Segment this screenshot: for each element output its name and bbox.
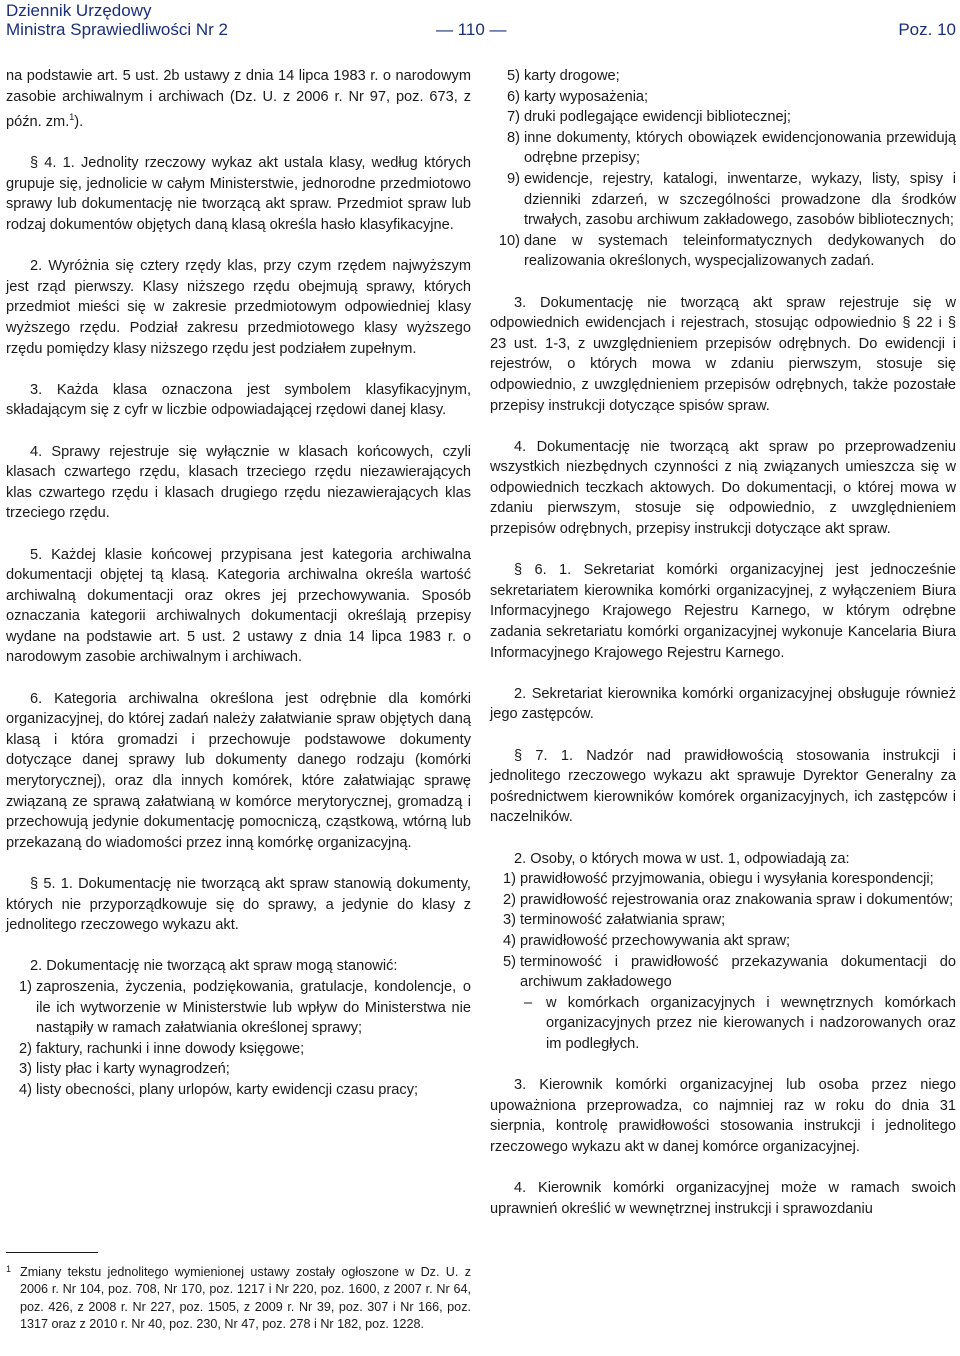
list-item: 8) inne dokumenty, których obowiązek ewidencjonowania przewidują odrębne przepisy; <box>507 129 956 167</box>
paragraph-4-2: 2. Wyróżnia się cztery rzędy klas, przy czym rzędem najwyższym jest rząd pierwszy. Klasy niższego rzędu obejmują sprawy, których przedmiot mieści się w zakresie przedmiotowym odpowiedniej klasy wyższego rzędu. Podział zakresu przedmiotowego klasy wyższego rzędu pomiędzy klasy niższego rzędu jest podziałem zupełnym. <box>6 258 471 357</box>
list-item: 10) dane w systemach teleinformatycznych dedykowanych do realizowania określonych, wyspecjalizowanych zadań. <box>498 232 956 270</box>
paragraph-7-3: 3. Kierownik komórki organizacyjnej lub osoba przez niego upoważniona przeprowadza, co najmniej raz w roku do dnia 31 sierpnia, kontrolę prawidłowości stosowania instrukcji i jednolitego rzeczowego wykazu akt w danej komórce organizacyjnej. <box>490 1077 956 1155</box>
list-item: 1) prawidłowość przyjmowania, obiegu i wysyłania korespondencji; <box>503 871 934 888</box>
paragraph-7-1: § 7. 1. Nadzór nad prawidłowością stosowania instrukcji i jednolitego rzeczowego wykazu akt sprawuje Dyrektor Generalny za pośrednictwem kierowników komórek organizacyjnych, ich zastępców i naczelników. <box>490 747 956 826</box>
document-type-list-continued <box>490 66 956 272</box>
list-item: 5) terminowość i prawidłowość przekazywania dokumentacji do archiwum zakładowego <box>503 953 956 991</box>
list-item: 4) listy obecności, plany urlopów, karty ewidencji czasu pracy; <box>19 1081 419 1098</box>
paragraph-4-6: 6. Kategoria archiwalna określona jest odrębnie dla komórki organizacyjnej, do której zadań należy załatwianie spraw objętych daną klasą i która gromadzi i przechowuje podstawowe dokumenty dotyczące danej sprawy lub dokumenty danego rodzaju (komórki merytorycznej), oraz dla innych komórek, które załatwiając sprawę związaną ze sprawą załatwianą w komórce merytorycznej, gromadzą i przechowują jedynie dokumentację pomocniczą, cząstkową, wtórną lub przekazaną do wiadomości przez inną komórkę organizacyjną. <box>6 690 471 851</box>
paragraph-5-4: 4. Dokumentację nie tworzącą akt spraw po przeprowadzeniu wszystkich niezbędnych czynności z nią związanych umieszcza się w odpowiednich teczkach aktowych. Do dokumentacji, o której mowa w zdaniu pierwszym, stosuje się odpowiednio, z uwzględnieniem przepisów odrębnych, przepisy instrukcji dotyczące akt spraw. <box>490 438 956 538</box>
footnote <box>6 1264 471 1334</box>
paragraph-5-3: 3. Dokumentację nie tworzącą akt spraw rejestruje się w odpowiednich ewidencjach i rejestrach, stosując odpowiednio § 22 i § 23 ust. 1-3, z uwzględnieniem przepisów odrębnych. Do ewidencji i rejestrów, o których mowa w zdaniu pierwszym, stosuje się odpowiednio, z uwzględnieniem przepisów odrębnych, także pozostałe przepisy instrukcji dotyczące spisów spraw. <box>490 294 956 414</box>
list-item: 4) prawidłowość przechowywania akt spraw; <box>503 932 791 949</box>
left-column <box>6 66 471 1121</box>
list-item: 3) terminowość załatwiania spraw; <box>503 912 726 929</box>
footnote-divider <box>6 1252 98 1253</box>
list-item: 3) listy płac i karty wynagrodzeń; <box>19 1061 230 1078</box>
paragraph-7-2: 2. Osoby, o których mowa w ust. 1, odpowiadają za: <box>514 850 850 867</box>
footnote-ref: 1 <box>69 112 75 123</box>
footnote-mark: 1 <box>6 1264 12 1274</box>
paragraph-6-2: 2. Sekretariat kierownika komórki organizacyjnej obsługuje również jego zastępców. <box>490 685 956 723</box>
document-type-list <box>6 977 471 1101</box>
position-number: Poz. 10 <box>898 20 956 39</box>
list-item: 7) druki podlegające ewidencji bibliotecznej; <box>507 109 791 126</box>
list-item: 1) zaproszenia, życzenia, podziękowania, gratulacje, kondolencje, o ile ich wytworzenie w Ministerstwie lub wpływ do Ministerstwa nie nastąpiły w ramach załatwiania określonej sprawy; <box>19 978 471 1037</box>
paragraph-4-4: 4. Sprawy rejestruje się wyłącznie w klasach końcowych, czyli klasach czwartego rzędu, klasach trzeciego rzędu niezawierających klas czwartego rzędu i klasach drugiego rzędu niezawierających klas trzeciego rzędu. <box>6 443 471 522</box>
list-item: 5) karty drogowe; <box>507 68 620 84</box>
page-header <box>6 0 956 44</box>
ministry-issue: Ministra Sprawiedliwości Nr 2 <box>6 20 229 39</box>
paragraph-6-1: § 6. 1. Sekretariat komórki organizacyjnej jest jednocześnie sekretariatem kierownika komórki organizacyjnej, z wyłączeniem Biura Informacyjnego Krajowego Rejestru Karnego, w którym odrębne zadania sekretariatu komórki organizacyjnej wykonuje Kancelaria Biura Informacyjnego Krajowego Rejestru Karnego. <box>490 562 956 661</box>
list-item: 9) ewidencje, rejestry, katalogi, inwentarze, wykazy, listy, spisy i dzienniki zdarzeń, w szczególności prowadzone dla środków trwałych, zasobu archiwum zakładowego, zasobów bibliotecznych; <box>507 170 956 229</box>
paragraph-4-3: 3. Każda klasa oznaczona jest symbolem klasyfikacyjnym, składającym się z cyfr w liczbie odpowiadającej rzędowi danej klasy. <box>6 381 471 419</box>
responsibility-list <box>490 869 956 993</box>
paragraph-4-5: 5. Każdej klasie końcowej przypisana jest kategoria archiwalna dokumentacji objętej tą klasą. Kategoria archiwalna określa wartość archiwalną dokumentacji oraz okres jej przechowywania. Sposób oznaczania kategorii archiwalnych dokumentacji określają przepisy wydane na podstawie art. 5 ust. 2 ustawy z dnia 14 lipca 1983 r. o narodowym zasobie archiwalnym i archiwach. <box>6 546 471 666</box>
dash-list-item: – w komórkach organizacyjnych i wewnętrznych komórkach organizacyjnych przez nie kierowanych i nadzorowanych oraz im podległych. <box>524 994 956 1052</box>
list-item: 2) prawidłowość rejestrowania oraz znakowania spraw i dokumentów; <box>503 891 954 908</box>
paragraph-5-1: § 5. 1. Dokumentację nie tworzącą akt spraw stanowią dokumenty, których nie przyporządkowuje się do sprawy, a jedynie do klasy z jednolitego rzeczowego wykazu akt. <box>6 876 471 934</box>
paragraph-7-4: 4. Kierownik komórki organizacyjnej może w ramach swoich uprawnień określić w wewnętrznej instrukcji i sprawozdaniu <box>490 1180 956 1217</box>
intro-paragraph: na podstawie art. 5 ust. 2b ustawy z dnia 14 lipca 1983 r. o narodowym zasobie archiwalnym i archiwach (Dz. U. z 2006 r. Nr 97, poz. 673, z późn. zm.$^1$). <box>6 68 471 131</box>
paragraph-4-1: § 4. 1. Jednolity rzeczowy wykaz akt ustala klasy, według których grupuje się, jednolicie w całym Ministerstwie, jednorodne przedmiotowo sprawy lub dokumentację nie tworzącą akt spraw. Przedmiot spraw lub rodzaj dokumentów objętych daną klasą określa hasło klasyfikacyjne. <box>6 155 471 234</box>
paragraph-5-2: 2. Dokumentację nie tworzącą akt spraw mogą stanowić: <box>30 958 398 975</box>
list-item: 2) faktury, rachunki i inne dowody księgowe; <box>19 1040 305 1057</box>
list-item: 6) karty wyposażenia; <box>507 88 649 105</box>
footnote-text: Zmiany tekstu jednolitego wymienionej ustawy zostały ogłoszone w Dz. U. z 2006 r. Nr 104, poz. 708, Nr 170, poz. 1217 i Nr 220, poz. 1600, z 2007 r. Nr 64, poz. 426, z 2008 r. Nr 227, poz. 1505, z 2009 r. Nr 39, poz. 307 i Nr 166, poz. 1317 oraz z 2010 r. Nr 40, poz. 230, Nr 47, poz. 278 i Nr 182, poz. 1228. <box>20 1265 471 1332</box>
journal-title: Dziennik Urzędowy <box>6 1 152 20</box>
page-number: — 110 — <box>436 20 507 39</box>
right-column <box>490 66 956 1240</box>
